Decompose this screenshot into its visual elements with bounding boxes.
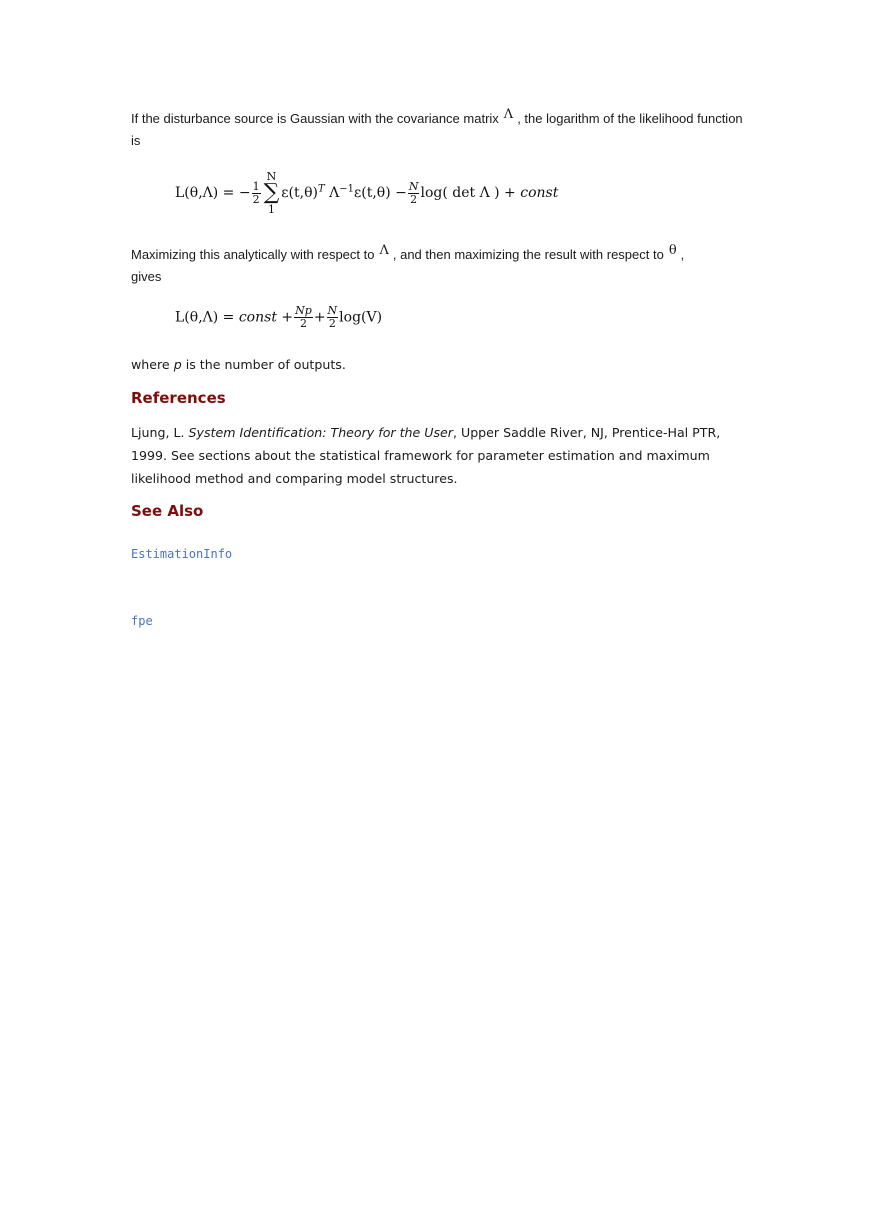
maximize-text2: , and then maximizing the result with respect to [392, 247, 664, 262]
eq2-n-den: 2 [328, 317, 336, 330]
eq1-term2: ε(t,θ) − [353, 185, 407, 201]
eq1-half-num: 1 [252, 179, 260, 193]
where-paragraph [131, 353, 751, 376]
eq2-const: const [238, 309, 277, 326]
eq2-plus2: + [313, 309, 326, 326]
eq1-half-fraction [252, 181, 261, 206]
lambda-symbol: Λ [503, 107, 514, 122]
eq2-lhs: L(θ,Λ) = [175, 309, 235, 326]
maximize-text4: gives [131, 269, 162, 284]
eq1-transpose: T [317, 183, 325, 195]
eq1-lhs: L(θ,Λ) = − [175, 185, 251, 201]
eq1-n-num: N [408, 179, 419, 193]
where-text1: where [131, 357, 170, 372]
where-p: p [173, 357, 182, 372]
maximize-text1: Maximizing this analytically with respect to [131, 247, 375, 262]
intro-text-before: If the disturbance source is Gaussian with the covariance matrix [131, 111, 499, 126]
sum-lower-limit: 1 [267, 203, 275, 216]
lambda-symbol-2: Λ [379, 243, 389, 258]
simplified-likelihood-equation [175, 305, 382, 330]
eq2-plus1: + [281, 309, 294, 326]
eq2-np-num: Np [295, 304, 312, 317]
reference-author: Ljung, L. [131, 425, 185, 440]
references-paragraph [131, 421, 751, 490]
see-also-heading: See Also [131, 502, 204, 520]
reference-title: System Identification: Theory for the User [188, 425, 453, 440]
eq2-np-fraction [294, 305, 313, 330]
sigma-symbol: ∑ [263, 180, 280, 205]
link-fpe[interactable]: fpe [131, 614, 153, 628]
references-heading: References [131, 389, 226, 407]
theta-symbol: θ [668, 243, 677, 258]
reference-rest3: likelihood method and comparing model structures. [131, 471, 458, 486]
eq1-n-fraction [408, 181, 420, 206]
reference-rest1: , Upper Saddle River, NJ, Prentice-Hal PTR, [452, 425, 721, 440]
eq1-summation [264, 170, 280, 216]
link-estimationinfo[interactable]: EstimationInfo [131, 547, 233, 561]
maximize-paragraph [131, 244, 751, 287]
reference-rest2: 1999. See sections about the statistical framework for parameter estimation and maximum [131, 448, 710, 463]
eq1-inverse: −1 [339, 183, 354, 195]
eq1-tail: log( det Λ ) + [420, 185, 516, 201]
eq2-n-fraction [327, 305, 339, 330]
eq1-lambda: Λ [329, 185, 340, 201]
eq1-const: const [520, 185, 559, 201]
eq1-half-den: 2 [252, 192, 260, 206]
eq2-np-den: 2 [299, 317, 307, 330]
where-text2: is the number of outputs. [185, 357, 346, 372]
likelihood-equation [175, 170, 558, 216]
intro-paragraph [131, 108, 751, 151]
maximize-text3: , [680, 247, 685, 262]
eq2-n-num: N [327, 304, 338, 317]
intro-text-after: , the logarithm of the likelihood function is [131, 111, 743, 148]
eq1-n-den: 2 [410, 192, 418, 206]
sum-upper-limit: N [266, 170, 277, 183]
eq2-tail: log(V) [339, 309, 383, 326]
eq1-term1: ε(t,θ) [281, 185, 318, 201]
